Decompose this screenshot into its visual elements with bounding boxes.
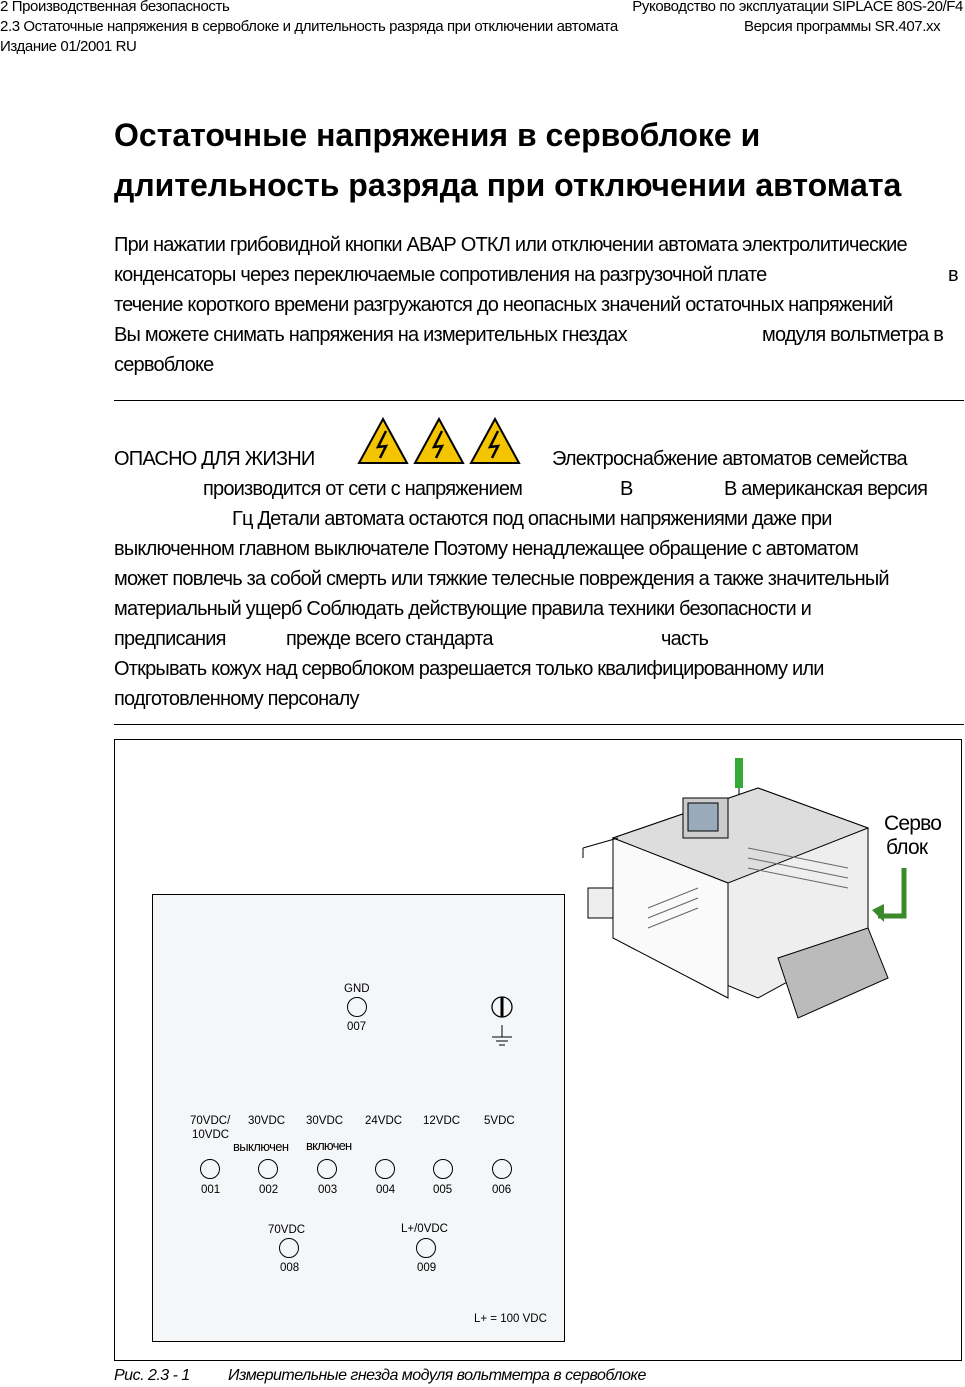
socket-label: 70VDC/: [190, 1115, 231, 1127]
socket-number: 007: [347, 1021, 367, 1033]
socket-label: GND: [344, 983, 370, 995]
socket-number: 001: [201, 1184, 221, 1196]
warning-text: В: [620, 478, 633, 500]
header-section: 2 Производственная безопасность: [0, 0, 230, 15]
socket-number: 009: [417, 1262, 437, 1274]
socket-label: 5VDC: [484, 1115, 515, 1127]
high-voltage-warning-icons: [356, 416, 524, 466]
socket-number: 004: [376, 1184, 396, 1196]
socket-number: 003: [318, 1184, 338, 1196]
high-voltage-icon: [471, 419, 519, 463]
socket-009: [416, 1238, 436, 1258]
socket-label: 10VDC: [192, 1129, 230, 1141]
socket-label: 30VDC: [306, 1115, 344, 1127]
warning-text: В американская версия: [724, 478, 928, 500]
header-edition: Издание 01/2001 RU: [0, 38, 137, 55]
servo-label: Серво: [884, 812, 942, 835]
socket-number: 005: [433, 1184, 453, 1196]
figure-caption: Измерительные гнезда модуля вольтметра в сервоблоке: [228, 1367, 646, 1384]
siplace-machine-illustration: [578, 758, 908, 1038]
socket-gnd: [347, 997, 367, 1017]
socket-label: 70VDC: [268, 1224, 306, 1236]
intro-line: сервоблоке: [114, 354, 214, 376]
socket-label: 24VDC: [365, 1115, 403, 1127]
intro-line: При нажатии грибовидной кнопки АВАР ОТКЛ или отключении автомата электролитические: [114, 234, 907, 256]
warning-text: материальный ущерб Соблюдать действующие правила техники безопасности и: [114, 598, 811, 620]
socket-label: 30VDC: [248, 1115, 286, 1127]
header-subsection: 2.3 Остаточные напряжения в сервоблоке и длительность разряда при отключении автомата: [0, 18, 618, 35]
intro-line: модуля вольтметра в: [762, 324, 944, 346]
socket-004: [375, 1159, 395, 1179]
warning-text: производится от сети с напряжением: [203, 478, 523, 500]
page-title-line1: Остаточные напряжения в сервоблоке и: [114, 117, 761, 153]
warning-text: предписания: [114, 628, 226, 650]
warning-text: выключенном главном выключателе Поэтому ненадлежащее обращение с автоматом: [114, 538, 859, 560]
socket-003: [317, 1159, 337, 1179]
intro-line: в: [948, 264, 958, 286]
ground-symbol-icon: [490, 995, 515, 1047]
warning-text: может повлечь за собой смерть или тяжкие телесные повреждения а также значительный: [114, 568, 889, 590]
socket-number: 006: [492, 1184, 512, 1196]
intro-line: течение короткого времени разгружаются до неопасных значений остаточных напряжений: [114, 294, 893, 316]
socket-label: L+/0VDC: [401, 1223, 448, 1235]
arrow-icon: [870, 866, 910, 922]
socket-008: [279, 1238, 299, 1258]
socket-005: [433, 1159, 453, 1179]
voltage-note: L+ = 100 VDC: [474, 1313, 547, 1325]
figure-number: Рис. 2.3 - 1: [114, 1367, 190, 1384]
danger-label: ОПАСНО ДЛЯ ЖИЗНИ: [114, 448, 315, 470]
warning-text: подготовленному персоналу: [114, 688, 359, 710]
header-version: Версия программы SR.407.xx: [744, 18, 941, 35]
socket-label: 12VDC: [423, 1115, 461, 1127]
high-voltage-icon: [415, 419, 463, 463]
high-voltage-icon: [359, 419, 407, 463]
socket-001: [200, 1159, 220, 1179]
socket-002: [258, 1159, 278, 1179]
page-title-line2: длительность разряда при отключении автомата: [114, 167, 902, 203]
socket-number: 002: [259, 1184, 279, 1196]
warning-text: часть: [661, 628, 709, 650]
header-manual: Руководство по эксплуатации SIPLACE 80S-20/F4: [632, 0, 963, 15]
warning-text: прежде всего стандарта: [286, 628, 493, 650]
divider: [114, 724, 964, 725]
servo-label: блок: [886, 836, 928, 859]
warning-text: Открывать кожух над сервоблоком разрешается только квалифицированному или: [114, 658, 824, 680]
intro-line: конденсаторы через переключаемые сопротивления на разгрузочной плате: [114, 264, 767, 286]
socket-state: выключен: [233, 1139, 289, 1154]
warning-text: Электроснабжение автоматов семейства: [552, 448, 907, 470]
divider: [114, 400, 964, 401]
intro-line: Вы можете снимать напряжения на измерительных гнездах: [114, 324, 627, 346]
socket-006: [492, 1159, 512, 1179]
warning-text: Гц Детали автомата остаются под опасными напряжениями даже при: [232, 508, 832, 530]
socket-number: 008: [280, 1262, 300, 1274]
socket-state: включен: [306, 1138, 352, 1153]
